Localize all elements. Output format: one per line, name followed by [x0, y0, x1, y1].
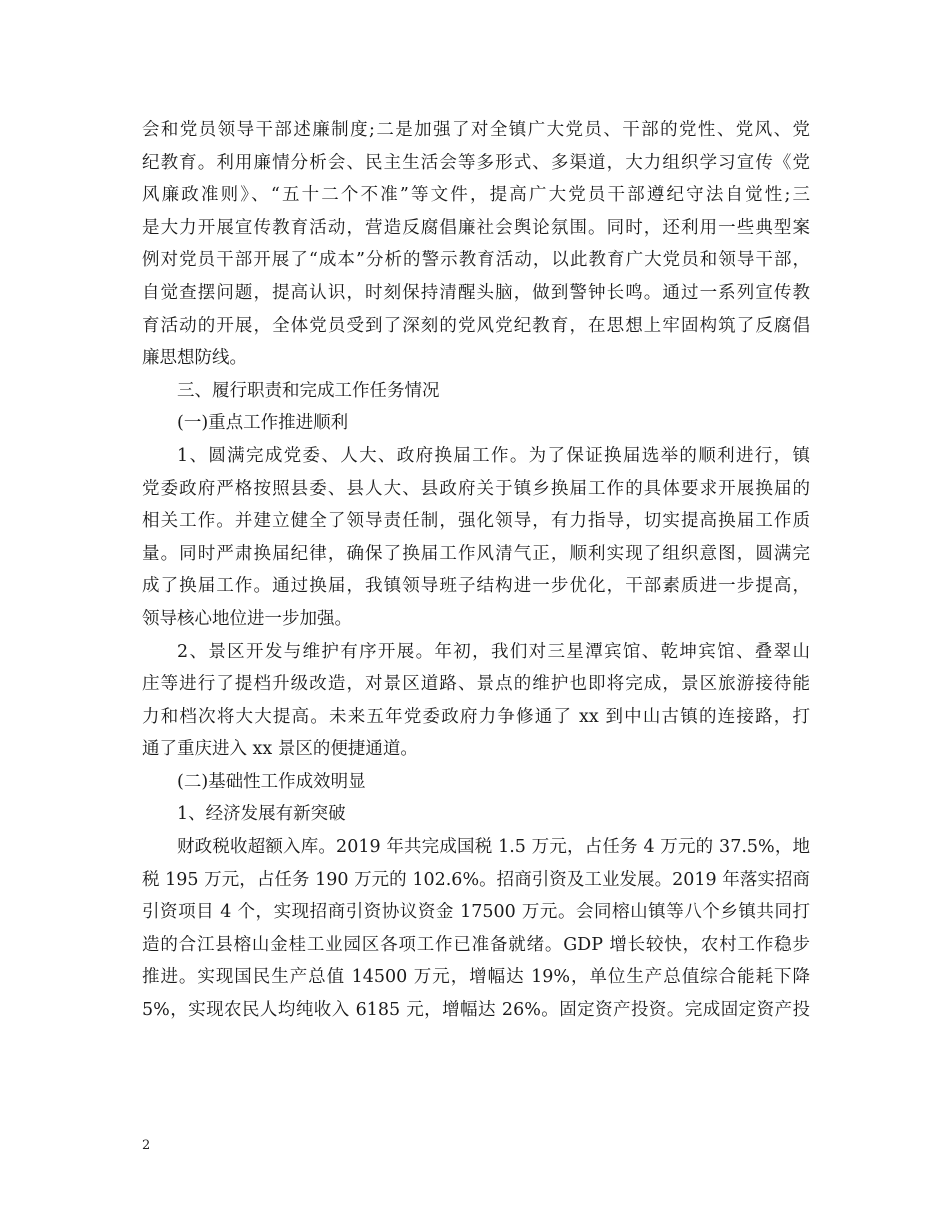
text-line: 通了重庆进入 xx 景区的便捷通道。 — [142, 739, 418, 760]
text-line: 量。同时严肃换届纪律，确保了换届工作风清气正，顺利实现了组织意图，圆满完 — [142, 543, 810, 564]
text-line: 财政税收超额入库。2019 年共完成国税 1.5 万元，占任务 4 万元的 37.5%，地 — [177, 837, 810, 858]
text-line: 推进。实现国民生产总值 14500 万元，增幅达 19%，单位生产总值综合能耗下降 — [142, 967, 810, 988]
document-body — [142, 114, 810, 1027]
text-line: (一)重点工作推进顺利 — [177, 413, 349, 434]
text-line: 会和党员领导干部述廉制度;二是加强了对全镇广大党员、干部的党性、党风、党 — [142, 120, 810, 140]
page-number: 2 — [142, 1138, 151, 1153]
text-line: 引资项目 4 个，实现招商引资协议资金 17500 万元。会同榕山镇等八个乡镇共同打 — [142, 902, 810, 923]
text-line: 1、经济发展有新突破 — [177, 804, 346, 825]
text-line: 三、履行职责和完成工作任务情况 — [177, 380, 440, 401]
text-line: 党委政府严格按照县委、县人大、县政府关于镇乡换届工作的具体要求开展换届的 — [142, 478, 810, 499]
text-line: 相关工作。并建立健全了领导责任制，强化领导，有力指导，切实提高换届工作质 — [142, 511, 810, 532]
text-line: 税 195 万元，占任务 190 万元的 102.6%。招商引资及工业发展。2019 年落实招商 — [142, 869, 810, 890]
text-line: 庄等进行了提档升级改造，对景区道路、景点的维护也即将完成，景区旅游接待能 — [142, 674, 810, 695]
text-line: 造的合江县榕山金桂工业园区各项工作已准备就绪。GDP 增长较快，农村工作稳步 — [142, 934, 810, 955]
text-line: 力和档次将大大提高。未来五年党委政府力争修通了 xx 到中山古镇的连接路，打 — [142, 706, 810, 727]
text-line: 纪教育。利用廉情分析会、民主生活会等多形式、多渠道，大力组织学习宣传《党 — [142, 152, 810, 173]
text-line: 领导核心地位进一步加强。 — [142, 608, 352, 629]
text-line: (二)基础性工作成效明显 — [177, 771, 366, 792]
text-line: 是大力开展宣传教育活动，营造反腐倡廉社会舆论氛围。同时，还利用一些典型案 — [142, 217, 810, 238]
text-line: 自觉查摆问题，提高认识，时刻保持清醒头脑，做到警钟长鸣。通过一系列宣传教 — [142, 282, 810, 303]
text-line: 5%，实现农民人均纯收入 6185 元，增幅达 26%。固定资产投资。完成固定资产投 — [142, 1000, 810, 1021]
text-line: 育活动的开展，全体党员受到了深刻的党风党纪教育，在思想上牢固构筑了反腐倡 — [142, 315, 810, 336]
text-line: 成了换届工作。通过换届，我镇领导班子结构进一步优化，干部素质进一步提高， — [142, 576, 810, 597]
text-line: 2、景区开发与维护有序开展。年初，我们对三星潭宾馆、乾坤宾馆、叠翠山 — [177, 641, 810, 662]
text-line: 例对党员干部开展了“成本”分析的警示教育活动，以此教育广大党员和领导干部， — [142, 250, 810, 271]
text-line: 1、圆满完成党委、人大、政府换届工作。为了保证换届选举的顺利进行，镇 — [177, 445, 810, 466]
text-line: 廉思想防线。 — [142, 348, 247, 369]
text-line: 风廉政准则》、“五十二个不准”等文件，提高广大党员干部遵纪守法自觉性;三 — [142, 185, 810, 206]
